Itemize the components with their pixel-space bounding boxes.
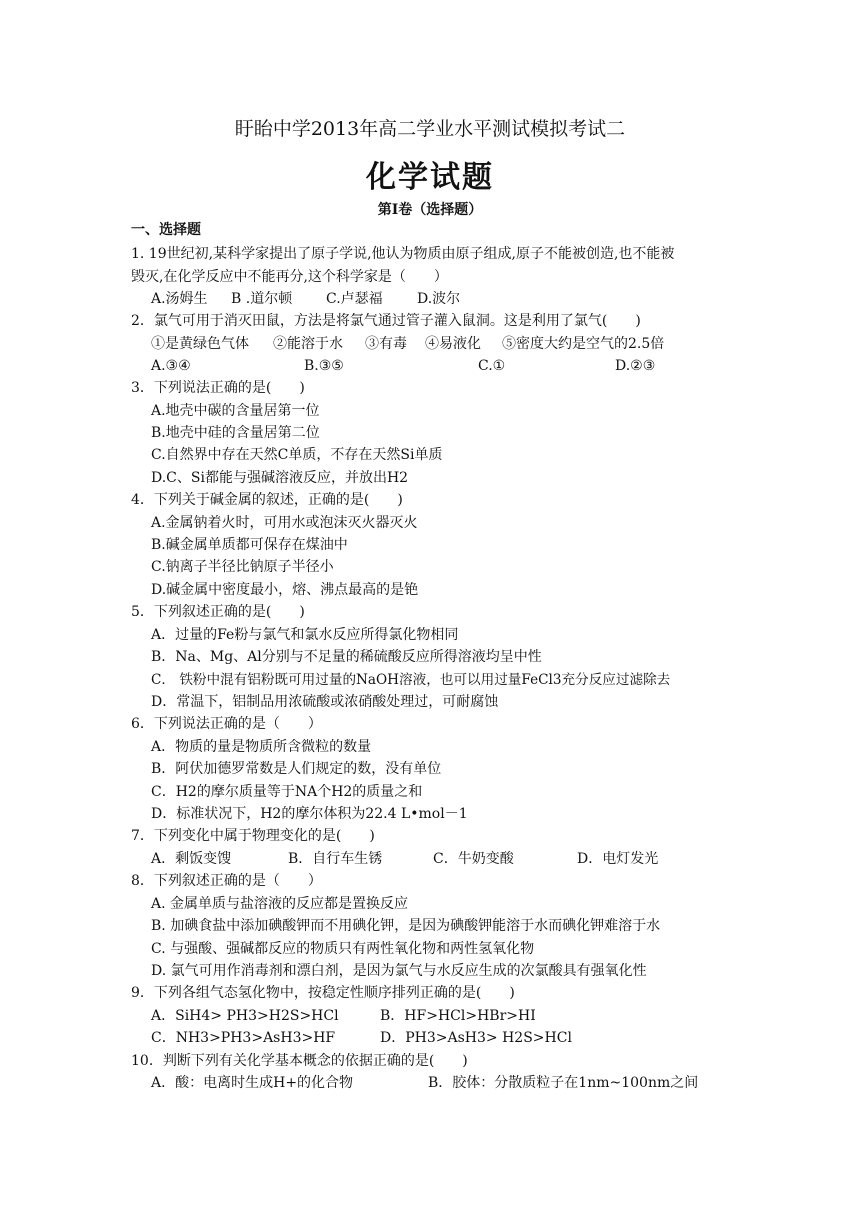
question-7-option-c: C．牛奶变酸 [433,851,514,867]
question-1-option-d: D.波尔 [417,291,461,307]
question-2-option-b: B.③⑤ [304,358,344,374]
question-7-stem: 7．下列变化中属于物理变化的是( ) [131,828,375,844]
question-2-item-4: ④易液化 [425,336,481,352]
question-2-stem: 2．氯气可用于消灭田鼠，方法是将氯气通过管子灌入鼠洞。这是利用了氯气( ) [131,313,641,329]
question-4-option-c: C.钠离子半径比钠原子半径小 [151,559,334,575]
question-2-item-3: ③有毒 [365,336,407,352]
question-1-option-b: B .道尔顿 [231,291,293,307]
section-title: 一、选择题 [131,222,201,238]
question-4-option-b: B.碱金属单质都可保存在煤油中 [151,537,348,553]
question-3-option-a: A.地壳中碳的含量居第一位 [151,403,320,419]
question-5-option-a: A．过量的Fe粉与氯气和氯水反应所得氯化物相同 [151,627,459,643]
question-3-option-c: C.自然界中存在天然C单质，不存在天然Si单质 [151,447,443,463]
question-9-option-d: D．PH3>AsH3> H2S>HCl [380,1030,572,1046]
question-7-option-a: A．剩饭变馊 [151,851,232,867]
question-3-stem: 3．下列说法正确的是( ) [131,380,305,396]
question-8-option-b: B. 加碘食盐中添加碘酸钾而不用碘化钾，是因为碘酸钾能溶于水而碘化钾难溶于水 [151,918,661,934]
question-7-option-b: B．自行车生锈 [288,851,383,867]
question-8-option-c: C. 与强酸、强碱都反应的物质只有两性氧化物和两性氢氧化物 [151,941,535,957]
question-8-option-d: D. 氯气可用作消毒剂和漂白剂，是因为氯气与水反应生成的次氯酸具有强氧化性 [151,963,647,979]
question-6-option-b: B．阿伏加德罗常数是人们规定的数，没有单位 [151,761,442,777]
question-6-option-d: D．标准状况下，H2的摩尔体积为22.4 L•mol－1 [151,806,468,822]
question-9-option-c: C．NH3>PH3>AsH3>HF [151,1030,336,1046]
question-1-stem-line-1: 1. 19世纪初,某科学家提出了原子学说,他认为物质由原子组成,原子不能被创造,也不能被 [131,246,675,262]
question-2-option-a: A.③④ [151,358,191,374]
question-4-option-d: D.碱金属中密度最小，熔、沸点最高的是铯 [151,582,419,598]
question-5-option-b: B．Na、Mg、Al分别与不足量的稀硫酸反应所得溶液均呈中性 [151,649,542,665]
question-5-stem: 5．下列叙述正确的是( ) [131,604,305,620]
question-2-item-5: ⑤密度大约是空气的2.5倍 [502,336,665,352]
question-7-option-d: D．电灯发光 [577,851,659,867]
question-2-item-1: ①是黄绿色气体 [151,336,249,352]
question-6-stem: 6．下列说法正确的是（ ） [131,716,322,732]
question-2-item-2: ②能溶于水 [273,336,343,352]
question-2-option-d: D.②③ [615,358,656,374]
question-4-option-a: A.金属钠着火时，可用水或泡沫灭火器灭火 [151,515,418,531]
question-3-option-d: D.C、Si都能与强碱溶液反应，并放出H2 [151,470,409,486]
question-9-option-a: A．SiH4> PH3>H2S>HCl [151,1008,339,1024]
question-8-option-a: A. 金属单质与盐溶液的反应都是置换反应 [151,896,409,912]
question-1-option-a: A.汤姆生 [151,291,208,307]
question-10-option-a: A．酸：电离时生成H+的化合物 [151,1075,354,1091]
question-8-stem: 8．下列叙述正确的是（ ） [131,873,322,889]
question-6-option-a: A．物质的量是物质所含微粒的数量 [151,739,372,755]
question-2-option-c: C.① [478,358,506,374]
question-3-option-b: B.地壳中硅的含量居第二位 [151,425,320,441]
question-1-option-c: C.卢瑟福 [326,291,383,307]
question-5-option-d: D．常温下，铝制品用浓硫酸或浓硝酸处理过，可耐腐蚀 [151,694,499,710]
question-9-stem: 9．下列各组气态氢化物中，按稳定性顺序排列正确的是( ) [131,985,515,1001]
question-9-option-b: B．HF>HCl>HBr>HI [380,1008,536,1024]
question-5-option-c: C． 铁粉中混有铝粉既可用过量的NaOH溶液，也可以用过量FeCl3充分反应过滤除去 [151,672,671,688]
question-1-stem-line-2: 毁灭,在化学反应中不能再分,这个科学家是（ ） [131,269,448,285]
question-10-stem: 10．判断下列有关化学基本概念的依据正确的是( ) [131,1053,468,1069]
main-title: 化学试题 [366,160,494,195]
question-10-option-b: B．胶体：分散质粒子在1nm~100nm之间 [428,1075,699,1091]
school-title: 盱眙中学2013年高二学业水平测试模拟考试二 [234,118,626,140]
question-4-stem: 4．下列关于碱金属的叙述，正确的是( ) [131,492,403,508]
question-6-option-c: C．H2的摩尔质量等于NA个H2的质量之和 [151,784,423,800]
part-title: 第Ⅰ卷（选择题） [377,202,483,218]
